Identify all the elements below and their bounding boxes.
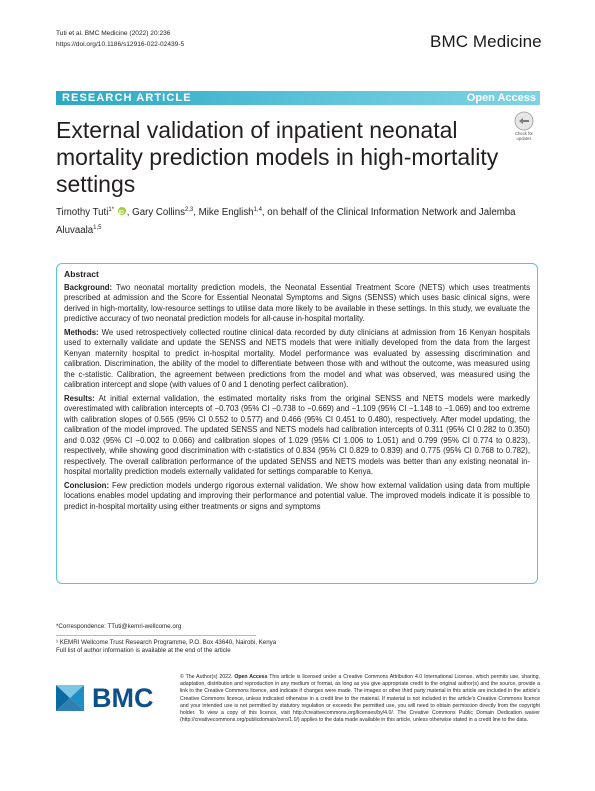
bmc-logo — [56, 677, 166, 711]
results-label: Results: — [64, 393, 95, 403]
background-label: Background: — [64, 282, 113, 292]
footnotes — [56, 623, 296, 656]
check-for-updates-badge[interactable] — [509, 110, 539, 142]
conclusion-text: Few prediction models undergo rigorous external validation. We show how external validation using data from multiple locations enables model updating and improving their performance and potential value. The improved models indicate it is possible to predict in-hospital mortality using either treatments or signs and symptoms — [64, 480, 530, 511]
abstract-box — [56, 263, 538, 584]
abstract-results — [64, 394, 530, 478]
affiliation-marker: 1,4 — [253, 207, 262, 213]
abstract-methods — [64, 328, 530, 391]
methods-text: We used retrospectively collected routine clinical data recorded by duty clinicians at admission from 16 Kenyan hospitals used to externally validate and update the SENSS and NETS models that were initially developed from the data from the largest Kenyan maternity hospital to predict in-hospital mortality. Model performance was evaluated by assessing discrimination and calibration. Discrimination, the ability of the model to differentiate between those with and without the outcome, was measured using the c-statistic. Calibration, the agreement between predictions from the model and what was observed, was measured using the calibration intercept and slope (with values of 0 and 1 denoting perfect calibration). — [64, 327, 530, 389]
author-list — [56, 203, 526, 238]
license-text: This article is licensed under a Creative Commons Attribution 4.0 International License, which permits use, sharing, adaptation, distribution and reproduction in any medium or format, as long as you give appropriate credit to the original author(s) and the source, provide a link to the Creative Commons licence, and indicate if changes were made. The images or other third party material in this article are included in the article's Creative Commons licence, unless indicated otherwise in a credit line to the material. If material is not included in the article's Creative Commons licence and your intended use is not permitted by statutory regulation or exceeds the permitted use, you will need to obtain permission directly from the copyright holder. To view a copy of this licence, visit http://creativecommons.org/licenses/by/4.0/. The Creative Commons Public Domain Dedication waiver (http://creativecommons.org/publicdomain/zero/1.0/) applies to the data made available in this article, unless otherwise stated in a credit line to the data. — [180, 674, 540, 724]
affiliation-note: ¹ KEMRI Wellcome Trust Research Programme, P.O. Box 43640, Nairobi, Kenya — [56, 639, 277, 647]
open-access-label: Open Access — [466, 92, 536, 104]
article-type-bar — [56, 91, 540, 105]
affiliation-marker: 1,5 — [93, 224, 102, 231]
results-text: At initial external validation, the estimated mortality risks from the original SENSS and NETS models were markedly overestimated with calibration intercepts of −0.703 (95% CI −0.738 to −0.669) and −1.109 (95% CI −1.148 to −1.069) and too extreme with calibration slopes of 0.565 (95% CI 0.552 to 0.577) and 0.466 (95% CI 0.451 to 0.480), respectively. After model updating, the calibration of the model improved. The updated SENSS and NETS models had calibration intercepts of 0.311 (95% CI 0.282 to 0.350) and 0.032 (95% CI −0.002 to 0.066) and calibration slopes of 1.029 (95% CI 1.006 to 1.051) and 0.799 (95% CI 0.774 to 0.823), respectively, while showing good discrimination with c-statistics of 0.834 (95% CI 0.829 to 0.839) and 0.775 (95% CI 0.768 to 0.782), respectively. The overall calibration performance of the updated SENSS and NETS models was better than any existing neonatal in-hospital mortality prediction models externally validated for settings comparable to Kenya. — [64, 393, 530, 476]
author-name[interactable]: , on behalf of the Clinical Information Network and Jalemba Aluvaala — [56, 207, 516, 236]
abstract-conclusion — [64, 481, 530, 513]
journal-brand: BMC Medicine — [430, 32, 542, 51]
affiliation-marker: 1* — [108, 207, 115, 213]
abstract-heading: Abstract — [64, 269, 99, 279]
bmc-logo-mark — [56, 677, 166, 711]
full-list-note: Full list of author information is available at the end of the article — [56, 647, 231, 655]
conclusion-label: Conclusion: — [64, 480, 110, 490]
background-text: Two neonatal mortality prediction models, the Neonatal Essential Treatment Score (NETS) which uses treatments prescribed at admission and the Score for Essential Neonatal Symptoms and Signs (SENSS) which uses basic clinical signs, were derived in high-mortality, low-resource settings to utilise data more likely to be available in these settings. In this study, we evaluate the predictive accuracy of two neonatal prediction models for all-cause in-hospital mortality. — [64, 282, 530, 323]
copyright-text: © The Author(s) 2022. — [180, 674, 233, 680]
bmc-logo-text: BMC — [92, 683, 154, 711]
author-name[interactable]: , Mike English — [193, 207, 254, 219]
article-title: External validation of inpatient neonatal mortality prediction models in high-mortality settings — [56, 117, 499, 197]
abstract-background — [64, 283, 530, 325]
svg-text:updates: updates — [516, 136, 532, 141]
orcid-icon[interactable] — [118, 207, 126, 215]
check-updates-icon — [509, 110, 539, 142]
footnote-divider — [56, 635, 256, 636]
doi-link[interactable]: https://doi.org/10.1186/s12916-022-02439-5 — [56, 41, 185, 48]
author-name[interactable]: , Gary Collins — [126, 207, 185, 219]
affiliation-marker: 2,3 — [184, 207, 194, 213]
author-name[interactable]: Timothy Tuti — [56, 207, 109, 219]
article-type-label: RESEARCH ARTICLE — [62, 92, 192, 104]
open-access-license-label: Open Access — [234, 674, 268, 680]
citation-line: Tuti et al. BMC Medicine (2022) 20:236 — [56, 30, 171, 37]
methods-label: Methods: — [64, 327, 99, 337]
svg-text:Check for: Check for — [515, 131, 533, 136]
license-statement — [180, 674, 540, 724]
correspondence-note[interactable]: *Correspondence: TTuti@kemri-wellcome.org — [56, 623, 182, 630]
